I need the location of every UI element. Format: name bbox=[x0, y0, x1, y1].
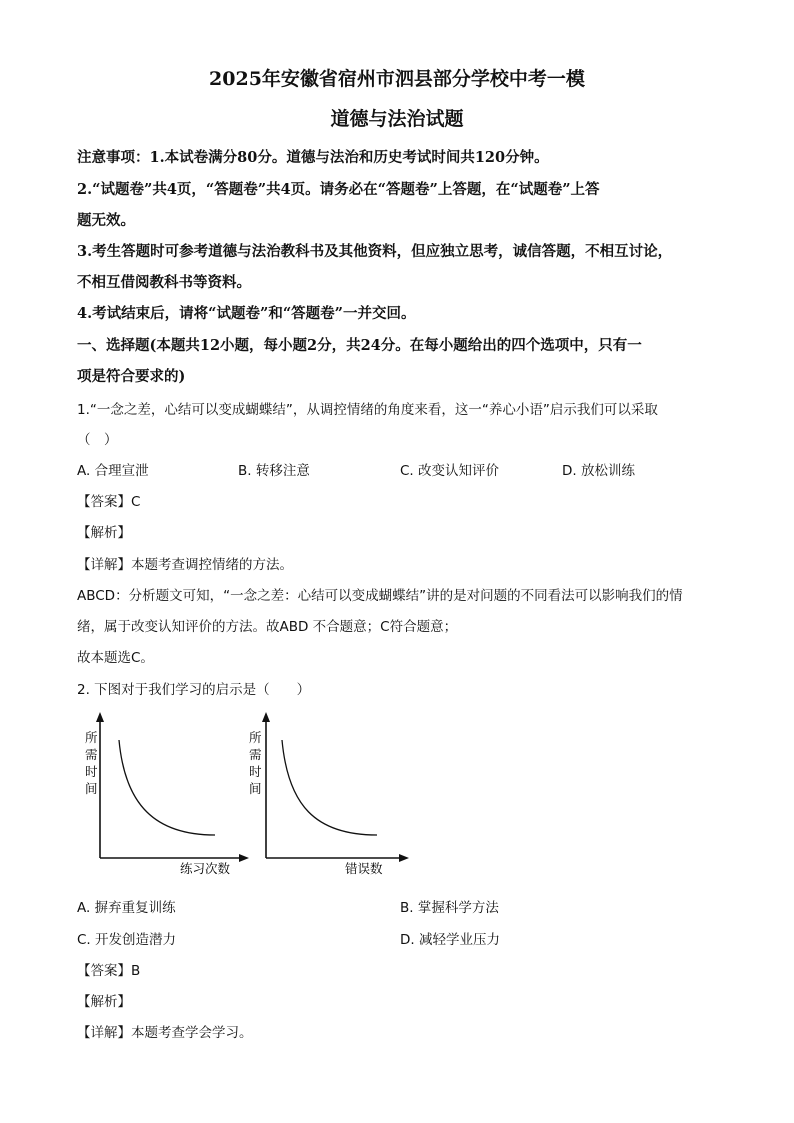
x-axis-arrow bbox=[239, 854, 249, 862]
note-3-line-2: 不相互借阅教科书等资料。 bbox=[77, 274, 251, 291]
document-subtitle: 道德与法治试题 bbox=[330, 108, 464, 130]
q1-explanation-line-1: ABCD：分析题文可知，“一念之差：心结可以变成蝴蝶结”讲的是对问题的不同看法可以影响我们的情 bbox=[77, 588, 683, 604]
q2-option-a: A. 摒弃重复训练 bbox=[77, 900, 176, 916]
y-axis-label-char-3: 时 bbox=[249, 764, 262, 779]
x-axis-label: 错误数 bbox=[345, 861, 383, 876]
chart-practice-count bbox=[85, 712, 249, 876]
section-heading-line-1: 一、选择题(本题共12小题，每小题2分，共24分。在每小题给出的四个选项中，只有一 bbox=[77, 337, 642, 354]
note-4: 4.考试结束后，请将“试题卷”和“答题卷”一并交回。 bbox=[77, 305, 416, 322]
q2-option-c: C. 开发创造潜力 bbox=[77, 932, 177, 948]
q2-detail: 【详解】本题考查学会学习。 bbox=[77, 1025, 253, 1041]
y-axis-label-char-2: 需 bbox=[249, 747, 262, 762]
y-axis-label-char-2: 需 bbox=[85, 747, 98, 762]
document-title: 2025年安徽省宿州市泗县部分学校中考一模 bbox=[209, 68, 585, 90]
note-2-line-2: 题无效。 bbox=[77, 212, 135, 229]
note-3-line-1: 3.考生答题时可参考道德与法治教科书及其他资料，但应独立思考，诚信答题，不相互讨论， bbox=[77, 243, 673, 260]
section-heading-line-2: 项是符合要求的) bbox=[77, 368, 186, 385]
curve-line bbox=[119, 740, 215, 835]
chart-error-count bbox=[249, 712, 409, 876]
y-axis-arrow bbox=[96, 712, 104, 722]
q1-conclusion: 故本题选C。 bbox=[77, 650, 154, 666]
q1-option-a: A. 合理宣泄 bbox=[77, 463, 149, 479]
x-axis-label: 练习次数 bbox=[180, 861, 231, 876]
y-axis-label-char-1: 所 bbox=[249, 730, 262, 745]
note-1: 注意事项：1.本试卷满分80分。道德与法治和历史考试时间共120分钟。 bbox=[77, 149, 549, 166]
q1-explanation-line-2: 绪，属于改变认知评价的方法。故ABD 不合题意；C符合题意； bbox=[77, 619, 458, 635]
q1-detail: 【详解】本题考查调控情绪的方法。 bbox=[77, 557, 293, 573]
q2-figure bbox=[75, 710, 420, 880]
q2-option-b: B. 掌握科学方法 bbox=[400, 900, 499, 916]
x-axis-arrow bbox=[399, 854, 409, 862]
y-axis-label-char-4: 间 bbox=[85, 781, 98, 796]
q2-analysis-label: 【解析】 bbox=[77, 994, 131, 1010]
y-axis-label-char-1: 所 bbox=[85, 730, 98, 745]
q1-option-b: B. 转移注意 bbox=[238, 463, 310, 479]
q2-option-d: D. 减轻学业压力 bbox=[400, 932, 500, 948]
q2-stem: 2. 下图对于我们学习的启示是（ ） bbox=[77, 682, 311, 698]
q1-stem-line-2: （ ） bbox=[77, 432, 118, 448]
y-axis-arrow bbox=[262, 712, 270, 722]
y-axis-label-char-4: 间 bbox=[249, 781, 262, 796]
note-2-line-1: 2.“试题卷”共4页，“答题卷”共4页。请务必在“答题卷”上答题，在“试题卷”上答 bbox=[77, 181, 600, 198]
q1-answer: 【答案】C bbox=[77, 494, 141, 510]
q1-option-c: C. 改变认知评价 bbox=[400, 463, 500, 479]
q1-stem-line-1: 1.“一念之差，心结可以变成蝴蝶结”，从调控情绪的角度来看，这一“养心小语”启示我们可以采取 bbox=[77, 402, 658, 418]
q1-option-d: D. 放松训练 bbox=[562, 463, 635, 479]
curve-line bbox=[282, 740, 377, 835]
y-axis-label-char-3: 时 bbox=[85, 764, 98, 779]
q2-answer: 【答案】B bbox=[77, 963, 141, 979]
q1-analysis-label: 【解析】 bbox=[77, 525, 131, 541]
